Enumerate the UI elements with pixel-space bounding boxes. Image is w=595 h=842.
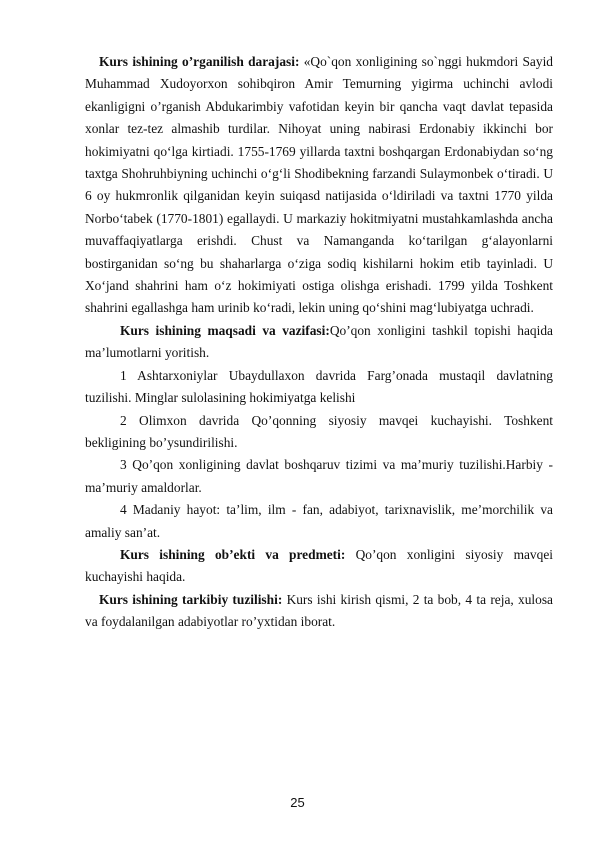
paragraph-study-level (85, 51, 553, 320)
text-study-level: «Qo`qon xonligining so`nggi hukmdori Sayid Muhammad Xudoyorxon sohibqiron Amir Temurning yigirma uchinchi avlodi ekanligigni o’rganish Abdukarimbiy vafotidan keyin bir qancha vaqt davlat tepasida xonlar tez-tez almashib turdilar. Nihoyat uning nabirasi Erdonabiy ikkinchi bor hokimiyatni qo‘lga kirtiadi. 1755-1769 yillarda taxtni boshqargan Erdonabiydan so‘ng taxtga Shohruhbiyning uchinchi o‘g‘li Shodibekning farzandi Sulaymonbek o‘tiradi. U 6 oy hukmronlik qilganidan keyin suiqasd natijasida o‘ldiriladi va taxtni 1770 yilda Norbo‘tabek (1770-1801) egallaydi. U markaziy hokitmiyatni mustahkamlashda ancha muvaffaqiyatlarga erishdi. Chust va Namanganda ko‘tarilgan g‘alayonlarni bostirganidan so‘ng bu shaharlarga o‘ziga sodiq kishilarni hokim etib tayinladi. U Xo‘jand shahrini ham o‘z hokimiyati ostiga olishga erishadi. 1799 yilda Toshkent shahrini egallashga ham urinib ko‘radi, lekin uning qo‘shini mag‘lubiyatga uchradi. (85, 54, 553, 316)
text-object-subject: Qo’qon xonligini siyosiy mavqei kuchayishi haqida. (85, 546, 553, 585)
page-number: 25 (290, 795, 305, 810)
heading-goal: Kurs ishining maqsadi va vazifasi: (120, 322, 330, 338)
list-item-4 (85, 499, 553, 544)
paragraph-goal (85, 320, 553, 365)
heading-study-level: Kurs ishining o’rganilish darajasi: (99, 54, 300, 69)
text-list-item-2: 2 Olimxon davrida Qo’qonning siyosiy mavqei kuchayishi. Toshkent bekligining bo’ysundirilishi. (85, 412, 553, 450)
paragraph-structure (85, 589, 553, 634)
list-item-2 (85, 410, 553, 455)
text-goal: Qo’qon xonligini tashkil topishi haqida ma’lumotlarni yoritish. (85, 322, 553, 361)
document-body (85, 51, 553, 634)
text-list-item-3: 3 Qo’qon xonligining davlat boshqaruv tizimi va ma’muriy tuzilishi.Harbiy - ma’muriy amaldorlar. (85, 457, 553, 495)
heading-object-subject: Kurs ishining ob’ekti va predmeti: (120, 546, 346, 562)
heading-structure: Kurs ishining tarkibiy tuzilishi: (99, 591, 283, 607)
text-structure: Kurs ishi kirish qismi, 2 ta bob, 4 ta reja, xulosa va foydalanilgan adabiyotlar ro’yxtidan iborat. (85, 591, 553, 630)
list-item-1 (85, 365, 553, 410)
list-item-3 (85, 454, 553, 499)
text-list-item-4: 4 Madaniy hayot: ta’lim, ilm - fan, adabiyot, tarixnavislik, me’morchilik va amaliy san’at. (85, 502, 553, 540)
text-list-item-1: 1 Ashtarxoniylar Ubaydullaxon davrida Farg’onada mustaqil davlatning tuzilishi. Minglar sulolasining hokimiyatga kelishi (85, 367, 553, 406)
paragraph-object-subject (85, 544, 553, 589)
